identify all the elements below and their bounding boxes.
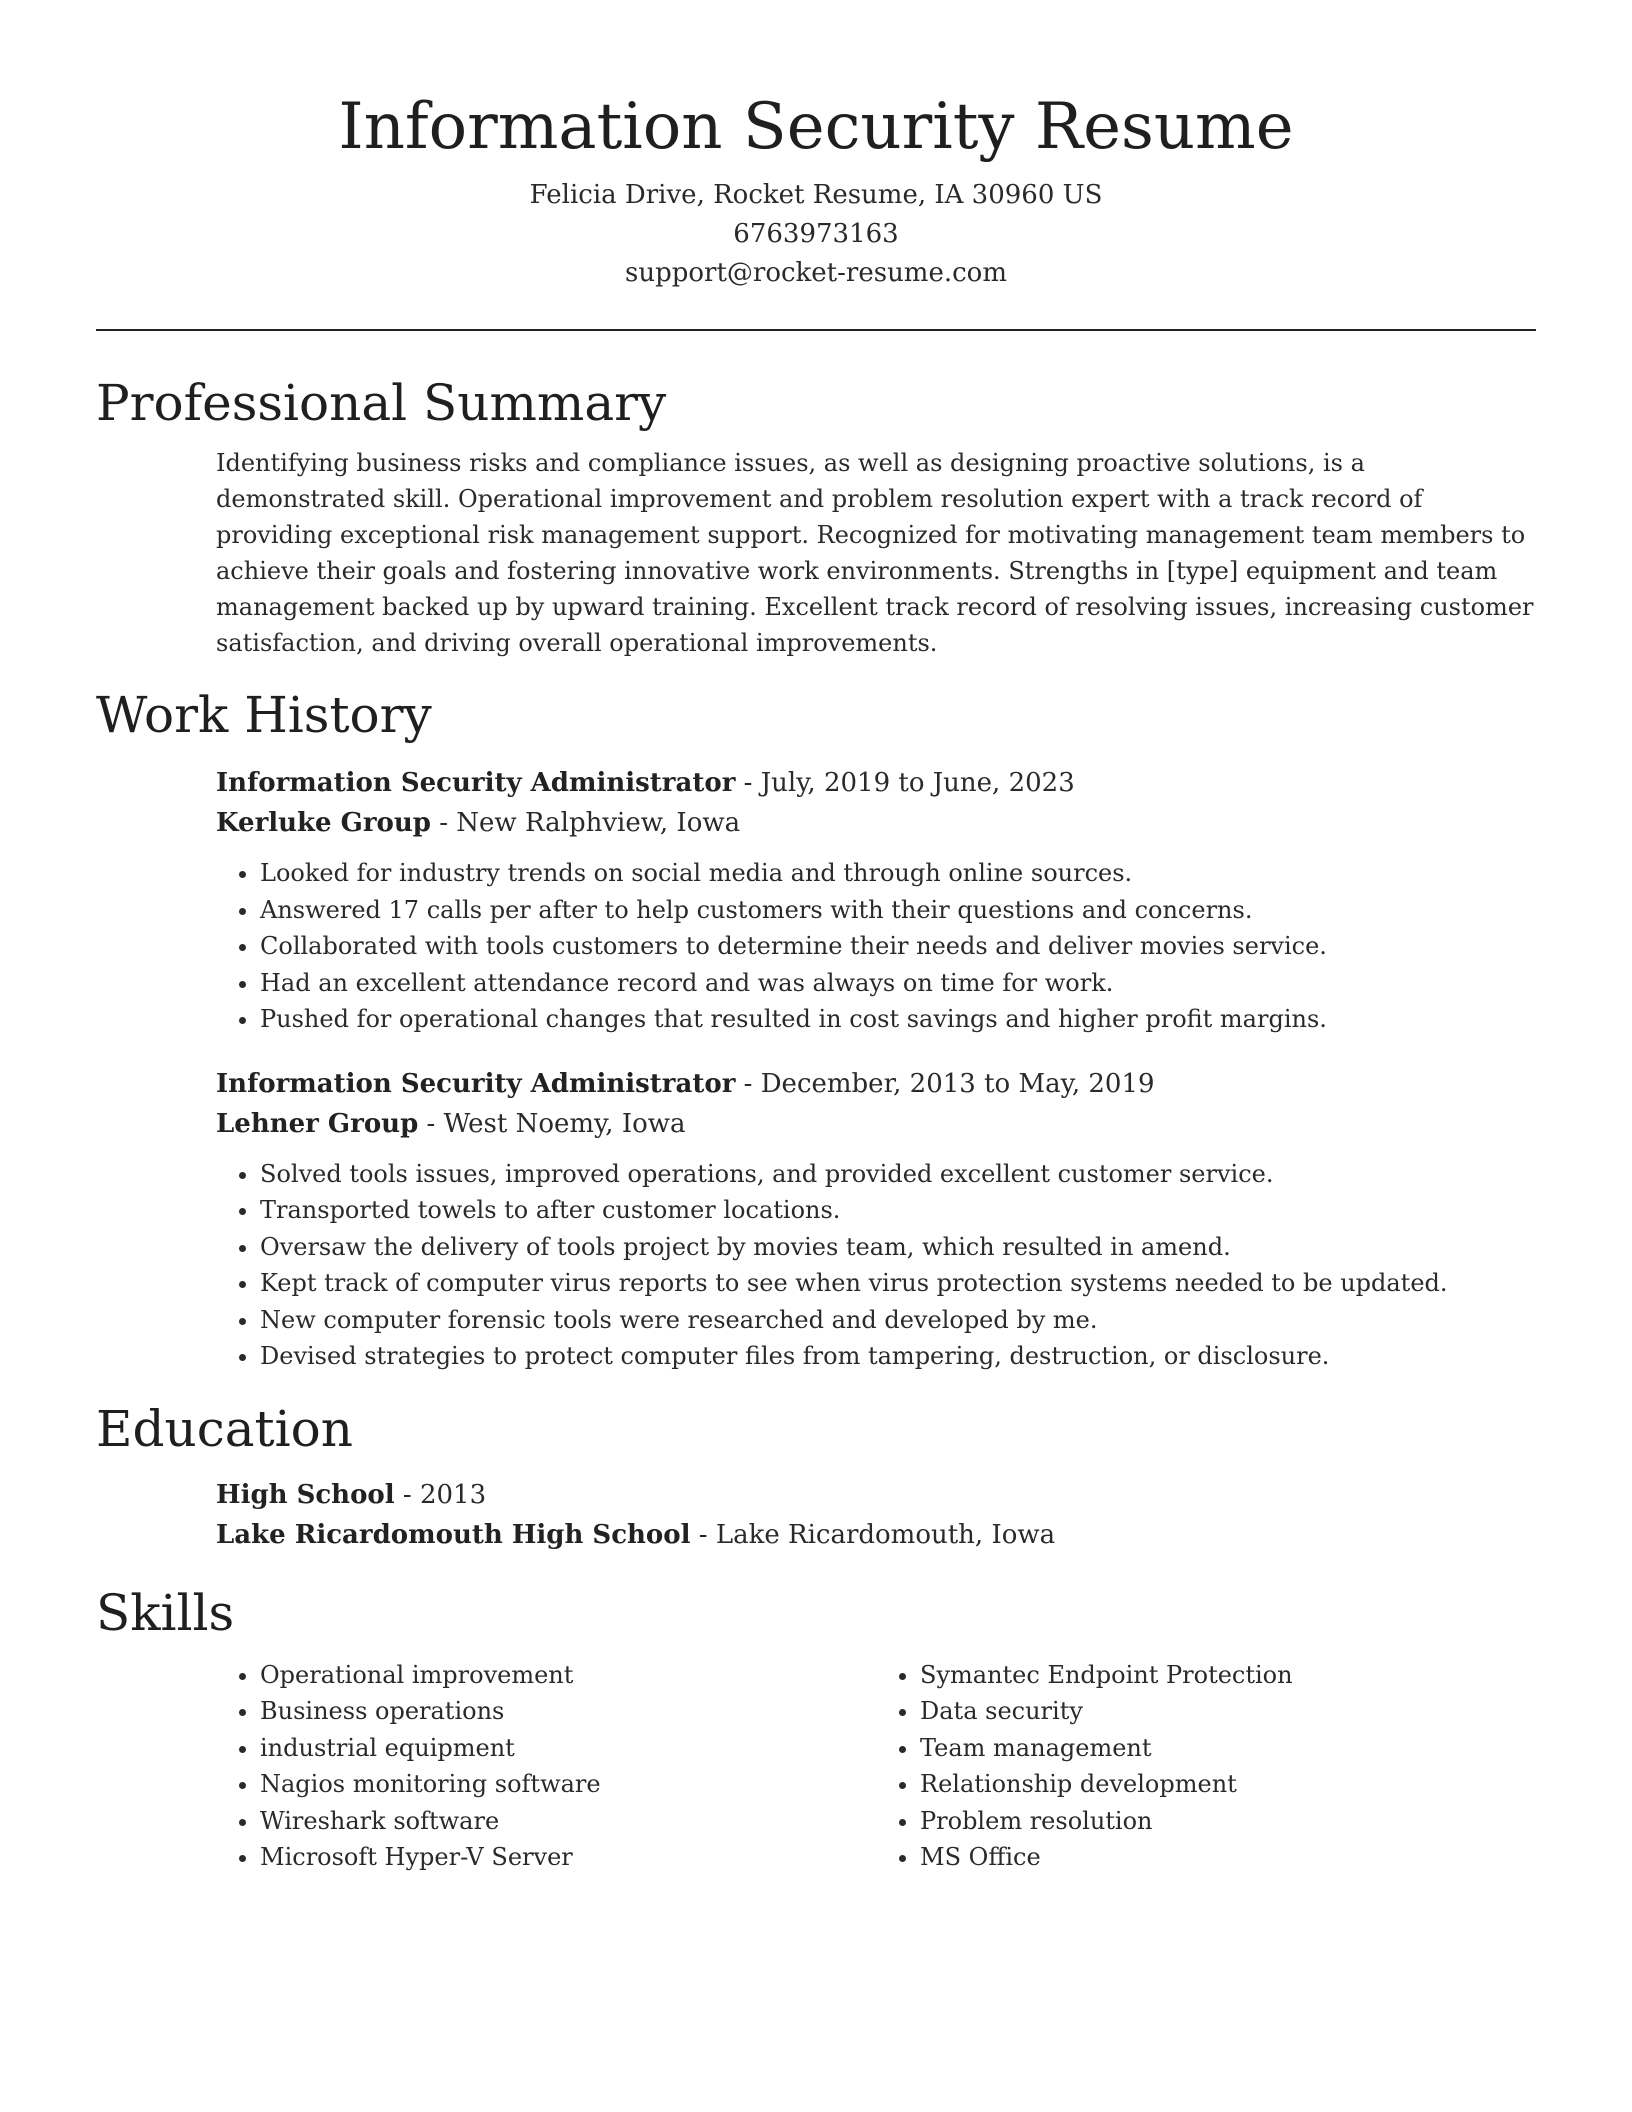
education-school-line <box>216 1515 1536 1555</box>
job-entry <box>216 1064 1536 1375</box>
skill-item: • Nagios monitoring software <box>260 1766 876 1803</box>
job-bullets <box>216 1156 1536 1375</box>
job-bullet: • Looked for industry trends on social media and through online sources. <box>260 855 1536 892</box>
summary-body <box>216 445 1536 661</box>
education-school: Lake Ricardomouth High School <box>216 1519 691 1550</box>
skill-item: • Wireshark software <box>260 1803 876 1840</box>
job-bullet: • Answered 17 calls per after to help customers with their questions and concerns. <box>260 892 1536 929</box>
summary-text: Identifying business risks and compliance issues, as well as designing proactive solutions, is a demonstrated skill. Operational improvement and problem resolution expert with a track record of providing exceptional risk management support. Recognized for motivating management team members to achieve their goals and fostering innovative work environments. Strengths in [type] equipment and team management backed up by upward training. Excellent track record of resolving issues, increasing customer satisfaction, and driving overall operational improvements. <box>216 449 1534 657</box>
header-divider <box>96 329 1536 331</box>
job-title: Information Security Administrator <box>216 768 736 798</box>
skills-section <box>96 1581 1536 1876</box>
job-bullet: • Pushed for operational changes that resulted in cost savings and higher profit margins. <box>260 1001 1536 1038</box>
education-location: - Lake Ricardomouth, Iowa <box>690 1519 1056 1550</box>
work-history-heading: Work History <box>96 686 432 744</box>
contact-phone: 6763973163 <box>733 219 899 249</box>
job-bullet: • Transported towels to after customer locations. <box>260 1192 1536 1229</box>
work-history-section <box>96 683 1536 1375</box>
job-company: Lehner Group <box>216 1108 419 1139</box>
skills-list-left <box>216 1657 876 1876</box>
education-heading: Education <box>96 1399 353 1458</box>
job-company-line <box>216 803 1536 843</box>
education-section <box>96 1397 1536 1555</box>
job-title-line <box>216 1064 1536 1104</box>
job-location: - West Noemy, Iowa <box>418 1108 686 1139</box>
skills-heading: Skills <box>96 1583 235 1642</box>
skills-columns <box>216 1657 1536 1876</box>
job-bullet: • Oversaw the delivery of tools project by movies team, which resulted in amend. <box>260 1229 1536 1266</box>
skill-item: • Team management <box>920 1730 1536 1767</box>
skill-item: • Operational improvement <box>260 1657 876 1694</box>
contact-email: support@rocket-resume.com <box>624 258 1007 288</box>
education-degree: High School <box>216 1479 395 1510</box>
resume-title: Information Security Resume <box>338 90 1294 164</box>
job-company-line <box>216 1104 1536 1144</box>
education-entry <box>216 1475 1536 1555</box>
education-degree-line <box>216 1475 1536 1515</box>
skill-item: • MS Office <box>920 1839 1536 1876</box>
job-title-line <box>216 763 1536 803</box>
skill-item: • Relationship development <box>920 1766 1536 1803</box>
contact-address: Felicia Drive, Rocket Resume, IA 30960 US <box>529 180 1103 210</box>
job-bullets <box>216 855 1536 1038</box>
job-bullet: • Kept track of computer virus reports to see when virus protection systems needed to be updated. <box>260 1265 1536 1302</box>
summary-section <box>96 371 1536 661</box>
job-title: Information Security Administrator <box>216 1068 736 1099</box>
resume-header <box>96 0 1536 293</box>
job-dates: - December, 2013 to May, 2019 <box>735 1068 1155 1099</box>
education-year: - 2013 <box>394 1479 487 1510</box>
job-location: - New Ralphview, Iowa <box>430 808 741 838</box>
job-bullet: • Devised strategies to protect computer files from tampering, destruction, or disclosure. <box>260 1338 1536 1375</box>
job-dates: - July, 2019 to June, 2023 <box>735 768 1075 798</box>
job-bullet: • Collaborated with tools customers to determine their needs and deliver movies service. <box>260 928 1536 965</box>
summary-heading: Professional Summary <box>96 374 667 432</box>
skill-item: • industrial equipment <box>260 1730 876 1767</box>
skills-list-right <box>876 1657 1536 1876</box>
job-bullet: • Solved tools issues, improved operations, and provided excellent customer service. <box>260 1156 1536 1193</box>
job-bullet: • New computer forensic tools were researched and developed by me. <box>260 1302 1536 1339</box>
skill-item: • Symantec Endpoint Protection <box>920 1657 1536 1694</box>
contact-info <box>96 176 1536 293</box>
resume-page <box>96 0 1536 1876</box>
skill-item: • Business operations <box>260 1693 876 1730</box>
skill-item: • Microsoft Hyper-V Server <box>260 1839 876 1876</box>
job-entry <box>216 763 1536 1038</box>
job-company: Kerluke Group <box>216 808 431 838</box>
skill-item: • Data security <box>920 1693 1536 1730</box>
job-bullet: • Had an excellent attendance record and was always on time for work. <box>260 965 1536 1002</box>
skill-item: • Problem resolution <box>920 1803 1536 1840</box>
